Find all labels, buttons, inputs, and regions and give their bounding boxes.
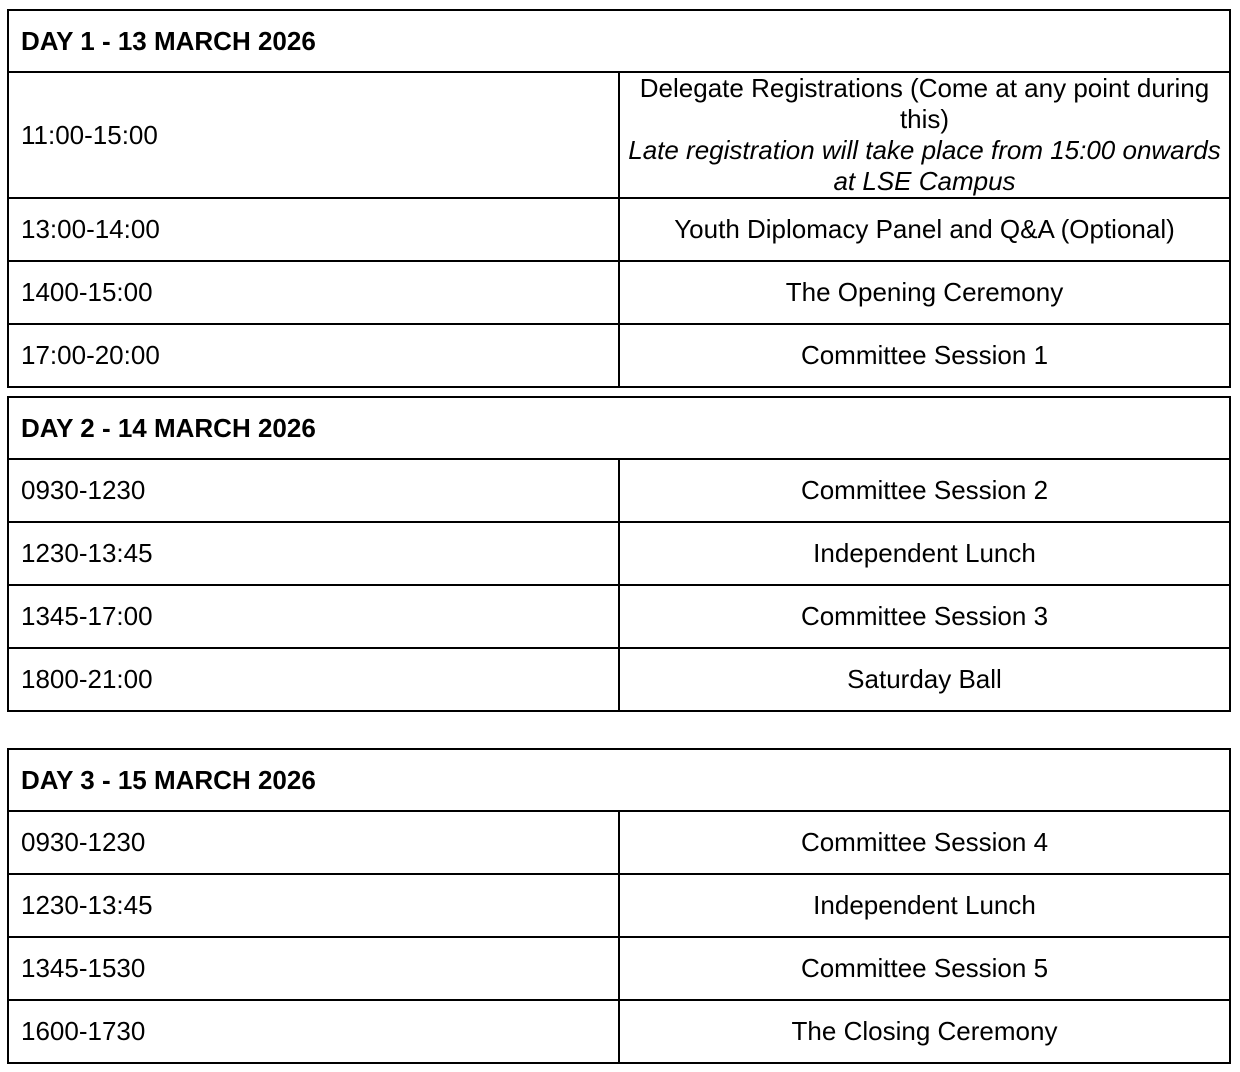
table-row	[8, 198, 1230, 261]
event-cell: The Closing Ceremony	[619, 1000, 1230, 1063]
event-title: Delegate Registrations (Come at any point during this)	[639, 73, 1210, 134]
day-2-schedule-table	[7, 396, 1231, 712]
day-2-title: DAY 2 - 14 MARCH 2026	[8, 397, 1230, 459]
table-row	[8, 937, 1230, 1000]
event-cell: Youth Diplomacy Panel and Q&A (Optional)	[619, 198, 1230, 261]
event-cell: Independent Lunch	[619, 522, 1230, 585]
time-cell: 1600-1730	[8, 1000, 619, 1063]
event-cell: Committee Session 3	[619, 585, 1230, 648]
event-cell: Committee Session 4	[619, 811, 1230, 874]
time-cell: 1230-13:45	[8, 874, 619, 937]
event-cell: Committee Session 1	[619, 324, 1230, 387]
event-note: Late registration will take place from 15:00 onwards at LSE Campus	[628, 135, 1221, 196]
time-cell: 1800-21:00	[8, 648, 619, 711]
time-cell: 13:00-14:00	[8, 198, 619, 261]
table-row	[8, 324, 1230, 387]
table-row	[8, 585, 1230, 648]
day-1-title: DAY 1 - 13 MARCH 2026	[8, 10, 1230, 72]
table-row	[8, 648, 1230, 711]
table-row	[8, 874, 1230, 937]
time-cell: 0930-1230	[8, 459, 619, 522]
table-row	[8, 522, 1230, 585]
event-cell: Committee Session 5	[619, 937, 1230, 1000]
time-cell: 1345-17:00	[8, 585, 619, 648]
event-cell	[619, 72, 1230, 198]
day-header-row	[8, 397, 1230, 459]
day-3-title: DAY 3 - 15 MARCH 2026	[8, 749, 1230, 811]
time-cell: 11:00-15:00	[8, 72, 619, 198]
event-cell: Committee Session 2	[619, 459, 1230, 522]
day-header-row	[8, 10, 1230, 72]
event-cell: Independent Lunch	[619, 874, 1230, 937]
time-cell: 1400-15:00	[8, 261, 619, 324]
event-cell: The Opening Ceremony	[619, 261, 1230, 324]
time-cell: 1230-13:45	[8, 522, 619, 585]
table-row	[8, 459, 1230, 522]
day-1-schedule-table	[7, 9, 1231, 388]
day-header-row	[8, 749, 1230, 811]
table-row	[8, 1000, 1230, 1063]
day-3-schedule-table	[7, 748, 1231, 1064]
table-row	[8, 261, 1230, 324]
time-cell: 0930-1230	[8, 811, 619, 874]
event-cell: Saturday Ball	[619, 648, 1230, 711]
time-cell: 17:00-20:00	[8, 324, 619, 387]
time-cell: 1345-1530	[8, 937, 619, 1000]
table-row	[8, 811, 1230, 874]
table-row	[8, 72, 1230, 198]
